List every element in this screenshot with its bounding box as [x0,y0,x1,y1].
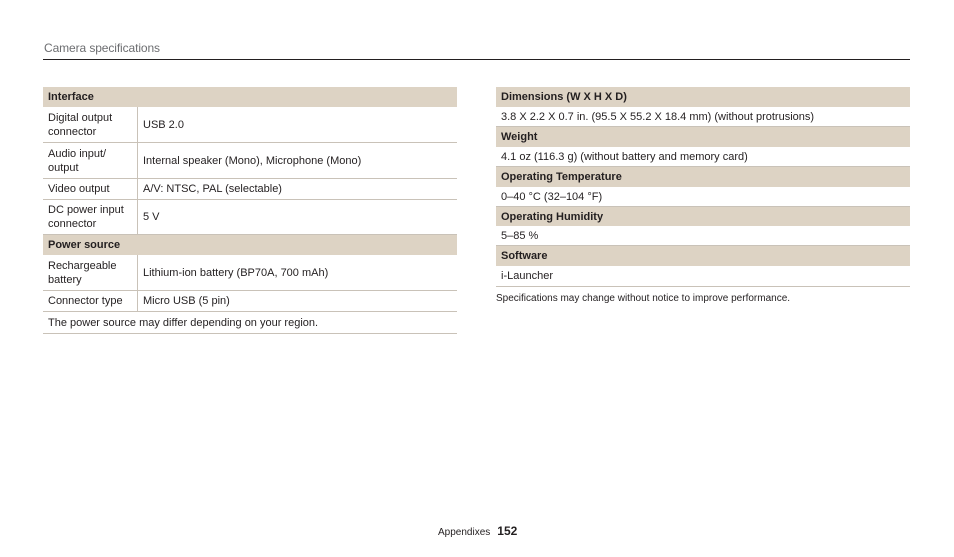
table-row [43,291,457,312]
specifications-disclaimer: Specifications may change without notice to improve performance. [496,293,791,304]
row-label: DC power input connector [43,200,138,234]
dimensions-value: 3.8 X 2.2 X 0.7 in. (95.5 X 55.2 X 18.4 mm) (without protrusions) [496,107,910,127]
row-value: 5 V [143,211,160,223]
right-spec-table [496,87,910,287]
row-label: Video output [43,179,138,199]
table-row [43,200,457,235]
software-value: i-Launcher [496,266,910,287]
left-spec-table [43,87,457,334]
row-label: Digital output connector [43,107,138,142]
section-heading-interface: Interface [43,87,457,107]
row-label: Connector type [43,291,138,311]
page-footer [438,524,517,538]
section-heading-software: Software [496,246,910,266]
operating-temperature-value: 0–40 °C (32–104 °F) [496,187,910,207]
section-heading-power-source: Power source [43,235,457,255]
power-source-note: The power source may differ depending on your region. [43,312,457,334]
row-value: A/V: NTSC, PAL (selectable) [143,183,282,195]
row-value: USB 2.0 [143,118,184,131]
row-value: Micro USB (5 pin) [143,295,230,307]
table-row [43,107,457,143]
section-heading-operating-temperature: Operating Temperature [496,167,910,187]
footer-section-label: Appendixes [438,527,491,538]
row-value: Internal speaker (Mono), Microphone (Mono) [143,154,362,167]
section-heading-dimensions: Dimensions (W X H X D) [496,87,910,107]
weight-value: 4.1 oz (116.3 g) (without battery and memory card) [496,147,910,167]
table-row [43,255,457,291]
table-row [43,179,457,200]
section-heading-weight: Weight [496,127,910,147]
page-number: 152 [497,524,518,538]
row-value: Lithium-ion battery (BP70A, 700 mAh) [143,266,329,279]
row-label: Rechargeable battery [43,255,138,290]
operating-humidity-value: 5–85 % [496,226,910,246]
table-row [43,143,457,179]
page-header-title: Camera specifications [44,41,160,55]
header-divider [43,59,910,60]
row-label: Audio input/ output [43,143,138,178]
section-heading-operating-humidity: Operating Humidity [496,207,910,226]
